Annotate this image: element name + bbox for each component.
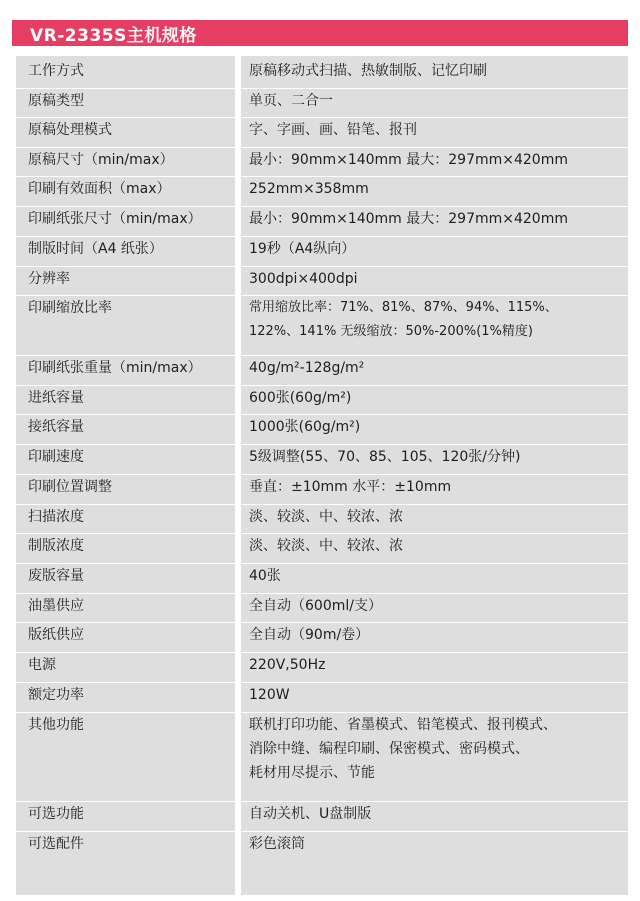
spec-value: 5级调整(55、70、85、105、120张/分钟): [249, 449, 521, 465]
spec-value-line: 消除中缝、编程印刷、保密模式、密码模式、: [249, 741, 529, 757]
spec-value: 19秒（A4纵向）: [249, 241, 356, 257]
spec-label: 印刷纸张尺寸（min/max）: [28, 211, 202, 227]
spec-value: 120W: [249, 687, 290, 703]
spec-value: 300dpi×400dpi: [249, 271, 358, 287]
spec-value: 全自动（90m/卷）: [249, 627, 370, 643]
spec-value: 220V,50Hz: [249, 657, 326, 673]
spec-label: 扫描浓度: [28, 509, 84, 525]
spec-value: 自动关机、U盘制版: [249, 806, 372, 822]
spec-header: [12, 20, 628, 46]
spec-value: [249, 296, 621, 344]
spec-label: 分辨率: [28, 271, 70, 287]
spec-label: 印刷位置调整: [28, 479, 112, 495]
spec-table: [16, 56, 628, 895]
spec-label: 可选功能: [28, 806, 84, 822]
spec-value: 252mm×358mm: [249, 181, 369, 197]
row-divider: [241, 563, 628, 564]
spec-value: 字、字画、画、铅笔、报刊: [249, 122, 417, 138]
spec-value: 600张(60g/m²): [249, 390, 352, 406]
spec-label: 印刷有效面积（max）: [28, 181, 171, 197]
spec-value-line: 耗材用尽提示、节能: [249, 765, 375, 781]
spec-value: 最小：90mm×140mm 最大：297mm×420mm: [249, 211, 568, 227]
spec-value: [249, 713, 621, 785]
spec-label: 额定功率: [28, 687, 84, 703]
spec-label: 制版时间（A4 纸张）: [28, 241, 163, 257]
spec-value: 垂直：±10mm 水平：±10mm: [249, 479, 452, 495]
spec-value: 1000张(60g/m²): [249, 419, 361, 435]
spec-value: 最小：90mm×140mm 最大：297mm×420mm: [249, 152, 568, 168]
spec-label: 印刷缩放比率: [28, 300, 112, 316]
spec-label: 电源: [28, 657, 56, 673]
spec-label: 油墨供应: [28, 598, 84, 614]
spec-label: 版纸供应: [28, 627, 84, 643]
spec-label: 原稿尺寸（min/max）: [28, 152, 174, 168]
spec-value: 40g/m²-128g/m²: [249, 360, 365, 376]
spec-label: 原稿处理模式: [28, 122, 112, 138]
spec-label: 印刷速度: [28, 449, 84, 465]
spec-label: 废版容量: [28, 568, 84, 584]
spec-value: 原稿移动式扫描、热敏制版、记忆印刷: [249, 63, 487, 79]
page-title: VR-2335S主机规格: [30, 25, 197, 46]
spec-value-line: 常用缩放比率：71%、81%、87%、94%、115%、: [249, 300, 558, 315]
spec-label: 进纸容量: [28, 390, 84, 406]
spec-value: 全自动（600ml/支）: [249, 598, 382, 614]
spec-value: 淡、较淡、中、较浓、浓: [249, 509, 403, 525]
spec-label: 可选配件: [28, 836, 84, 852]
spec-label: 印刷纸张重量（min/max）: [28, 360, 202, 376]
spec-value: 单页、二合一: [249, 93, 333, 109]
spec-label: 原稿类型: [28, 93, 84, 109]
spec-label: 接纸容量: [28, 419, 84, 435]
spec-value-line: 联机打印功能、省墨模式、铅笔模式、报刊模式、: [249, 717, 557, 733]
spec-value: 淡、较淡、中、较浓、浓: [249, 538, 403, 554]
spec-value: 40张: [249, 568, 281, 584]
spec-label: 工作方式: [28, 63, 84, 79]
spec-value: 彩色滚筒: [249, 836, 305, 852]
spec-value-line: 122%、141% 无级缩放：50%-200%(1%精度): [249, 324, 533, 339]
spec-label: 制版浓度: [28, 538, 84, 554]
row-divider: [241, 682, 628, 683]
spec-label: 其他功能: [28, 717, 84, 733]
